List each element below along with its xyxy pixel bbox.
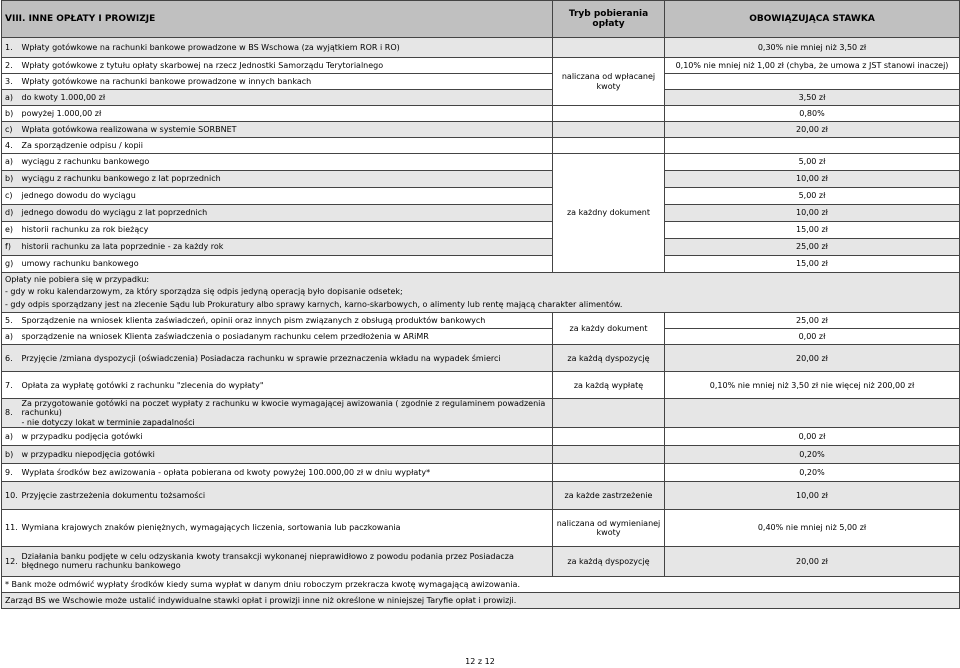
footnote-text: * Bank może odmówić wypłaty środków kiedy suma wypłat w danym dniu roboczym przekracza kwotę wymagającą awizowania. [2,576,960,592]
table-row [2,372,960,399]
row-description: sporządzenie na wniosek Klienta zaświadczenia o posiadanym rachunku celem przedłożenia w ARiMR [19,329,553,345]
row-description: Przyjęcie /zmiana dyspozycji (oświadczenia) Posiadacza rachunku w sprawie przeznaczenia wkładu na wypadek śmierci [19,345,553,372]
mode-column-header: Tryb pobierania opłaty [553,1,665,38]
row-number: 7. [2,372,19,399]
table-row [2,138,960,154]
row-mode [553,463,665,481]
exemption-title: Opłaty nie pobiera się w przypadku: [5,275,150,284]
row-rate: 0,10% nie mniej niż 3,50 zł nie więcej niż 200,00 zł [665,372,960,399]
row-description: Za sporządzenie odpisu / kopii [19,138,553,154]
row-number: b) [2,445,19,463]
row-description: wyciągu z rachunku bankowego [19,154,553,171]
exemption-note-row [2,273,960,313]
row-mode [553,122,665,138]
row-mode [553,106,665,122]
row-rate: 0,30% nie mniej niż 3,50 zł [665,38,960,58]
table-row [2,256,960,273]
row-description: historii rachunku za rok bieżący [19,222,553,239]
row-number: f) [2,239,19,256]
row-number: g) [2,256,19,273]
row-description: Przyjęcie zastrzeżenia dokumentu tożsamości [19,481,553,509]
row-description: Wypłata środków bez awizowania - opłata pobierana od kwoty powyżej 100.000,00 zł w dniu wypłaty* [19,463,553,481]
row-description-note: - nie dotyczy lokat w terminie zapadalności [21,417,195,427]
row-number: 10. [2,481,19,509]
row-number: d) [2,205,19,222]
row-description: Działania banku podjęte w celu odzyskania kwoty transakcji wykonanej nieprawidłowo z powodu podania przez Posiadacza błędnego numeru rachunku bankowego [19,546,553,576]
row-rate: 15,00 zł [665,222,960,239]
row-rate: 0,20% [665,463,960,481]
mode-per-document: za każdy dokument [553,313,665,345]
row-number: 9. [2,463,19,481]
row-mode [553,38,665,58]
row-number: a) [2,427,19,445]
row-rate: 25,00 zł [665,313,960,329]
table-row [2,74,960,90]
row-rate: 10,00 zł [665,481,960,509]
row-number: 1. [2,38,19,58]
row-rate: 0,20% [665,445,960,463]
table-row [2,463,960,481]
row-number: 11. [2,509,19,546]
row-description: Wpłaty gotówkowe z tytułu opłaty skarbowej na rzecz Jednostki Samorządu Terytorialnego [19,58,553,74]
table-row [2,188,960,205]
row-rate [665,138,960,154]
table-row [2,445,960,463]
row-description: Wpłaty gotówkowe na rachunki bankowe prowadzone w innych bankach [19,74,553,90]
row-mode: naliczana od wymienianej kwoty [553,509,665,546]
row-rate: 15,00 zł [665,256,960,273]
row-description: jednego dowodu do wyciągu z lat poprzednich [19,205,553,222]
rate-column-header: OBOWIĄZUJĄCA STAWKA [665,1,960,38]
row-number: 12. [2,546,19,576]
row-description: umowy rachunku bankowego [19,256,553,273]
row-number: 3. [2,74,19,90]
table-row [2,427,960,445]
row-mode [553,399,665,428]
row-description: do kwoty 1.000,00 zł [19,90,553,106]
table-row [2,399,960,428]
row-rate: 10,00 zł [665,171,960,188]
row-mode [553,445,665,463]
row-rate: 0,80% [665,106,960,122]
exemption-item: - gdy odpis sporządzany jest na zlecenie Sądu lub Prokuratury albo sprawy karnych, karno-skarbowych, o alimenty lub rentę mającą charakter alimentów. [5,299,623,309]
row-rate: 0,40% nie mniej niż 5,00 zł [665,509,960,546]
exemption-item: - gdy w roku kalendarzowym, za który sporządza się odpis jedyną operacją było dopisanie odsetek; [5,287,403,297]
row-number: 4. [2,138,19,154]
table-row [2,122,960,138]
row-number: a) [2,90,19,106]
row-rate: 5,00 zł [665,188,960,205]
row-description: Opłata za wypłatę gotówki z rachunku "zlecenia do wypłaty" [19,372,553,399]
row-mode: za każdą dyspozycję [553,546,665,576]
row-description: w przypadku niepodjęcia gotówki [19,445,553,463]
board-note-row [2,592,960,608]
row-number: b) [2,106,19,122]
table-row [2,313,960,329]
row-rate: 25,00 zł [665,239,960,256]
table-row [2,106,960,122]
row-number: a) [2,154,19,171]
row-rate: 10,00 zł [665,205,960,222]
table-header [2,1,960,38]
table-row [2,481,960,509]
row-rate: 20,00 zł [665,122,960,138]
row-number: 5. [2,313,19,329]
row-rate: 0,10% nie mniej niż 1,00 zł (chyba, że umowa z JST stanowi inaczej) [665,58,960,74]
row-rate: 3,50 zł [665,90,960,106]
row-number: c) [2,122,19,138]
row-rate: 5,00 zł [665,154,960,171]
row-number: a) [2,329,19,345]
row-mode: za każde zastrzeżenie [553,481,665,509]
table-row [2,205,960,222]
table-row [2,345,960,372]
page-number: 12 z 12 [465,657,495,666]
row-rate [665,399,960,428]
table-row [2,58,960,74]
table-row [2,38,960,58]
row-number: 8. [2,399,19,428]
table-row [2,171,960,188]
row-description: wyciągu z rachunku bankowego z lat poprzednich [19,171,553,188]
row-description: Wpłaty gotówkowe na rachunki bankowe prowadzone w BS Wschowa (za wyjątkiem ROR i RO) [19,38,553,58]
row-rate: 20,00 zł [665,345,960,372]
table-row [2,239,960,256]
row-description: Za przygotowanie gotówki na poczet wypłaty z rachunku w kwocie wymagającej awizowania ( zgodnie z regulaminem powadzenia rachunku) [21,399,546,418]
row-rate: 0,00 zł [665,329,960,345]
row-description: Wpłata gotówkowa realizowana w systemie SORBNET [19,122,553,138]
row-mode [553,138,665,154]
mode-calculated-from-amount: naliczana od wpłacanej kwoty [553,58,665,106]
table-row [2,90,960,106]
mode-per-document: za każdny dokument [553,154,665,273]
row-number: 2. [2,58,19,74]
row-description: Wymiana krajowych znaków pieniężnych, wymagających liczenia, sortowania lub paczkowania [19,509,553,546]
table-row [2,509,960,546]
row-description: Sporządzenie na wniosek klienta zaświadczeń, opinii oraz innych pism związanych z obsługą produktów bankowych [19,313,553,329]
row-rate: 20,00 zł [665,546,960,576]
row-mode: za każdą dyspozycję [553,345,665,372]
row-rate [665,74,960,90]
row-number: c) [2,188,19,205]
row-description: powyżej 1.000,00 zł [19,106,553,122]
section-title: VIII. INNE OPŁATY I PROWIZJE [2,1,553,38]
row-description: historii rachunku za lata poprzednie - za każdy rok [19,239,553,256]
row-rate: 0,00 zł [665,427,960,445]
table-row [2,329,960,345]
row-number: b) [2,171,19,188]
board-note-text: Zarząd BS we Wschowie może ustalić indywidualne stawki opłat i prowizji inne niż określone w niniejszej Taryfie opłat i prowizji. [2,592,960,608]
row-mode: za każdą wypłatę [553,372,665,399]
table-row [2,222,960,239]
row-number: e) [2,222,19,239]
row-description: w przypadku podjęcia gotówki [19,427,553,445]
row-number: 6. [2,345,19,372]
row-mode [553,427,665,445]
table-row [2,546,960,576]
table-row [2,154,960,171]
footnote-row [2,576,960,592]
row-description: jednego dowodu do wyciągu [19,188,553,205]
fee-table [1,0,960,609]
